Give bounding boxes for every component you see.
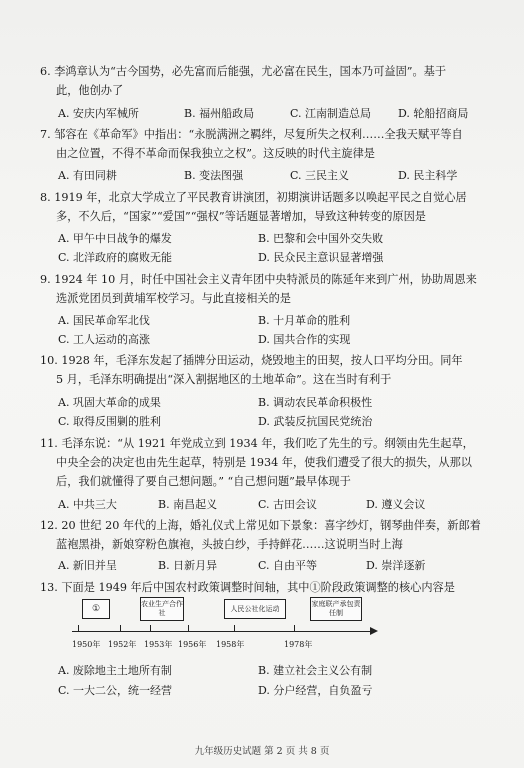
timeline-box-commune: 人民公社化运动	[224, 599, 286, 619]
question-text: 多，不久后，“国家”“爱国”“强权”等话题显著增加，导致这种转变的原因是	[56, 210, 426, 223]
option-c[interactable]: C. 三民主义	[290, 169, 350, 182]
question-text: 选派党团员到黄埔军校学习。与此直接相关的是	[56, 292, 291, 305]
timeline-tick	[188, 625, 189, 632]
timeline-year: 1953年	[144, 640, 173, 649]
question-text: 8. 1919 年，北京大学成立了平民教育讲演团，初期演讲话题多以唤起平民之自觉心居	[40, 191, 467, 204]
timeline-box-cooperative: 农业生产合作社	[140, 597, 184, 621]
timeline-year: 1958年	[216, 640, 245, 649]
option-b[interactable]: B. 建立社会主义公有制	[258, 664, 373, 677]
option-d[interactable]: D. 民主科学	[398, 169, 458, 182]
option-b[interactable]: B. 变法图强	[184, 169, 244, 182]
option-b[interactable]: B. 日新月异	[158, 559, 218, 572]
timeline-year: 1956年	[178, 640, 207, 649]
question-text: 9. 1924 年 10 月，时任中国社会主义青年团中央特派员的陈延年来到广州，协助周恩来	[40, 273, 477, 286]
question-text: 13. 下面是 1949 年后中国农村政策调整时间轴，其中①阶段政策调整的核心内容是	[40, 581, 455, 594]
option-a[interactable]: A. 新旧并呈	[58, 559, 117, 572]
policy-timeline	[72, 599, 382, 657]
question-text: 11. 毛泽东说：“从 1921 年党成立到 1934 年，我们吃了先生的亏。纲领由先生起草，	[40, 437, 474, 450]
option-b[interactable]: B. 福州船政局	[184, 107, 255, 120]
option-b[interactable]: B. 十月革命的胜利	[258, 314, 351, 327]
question-text: 12. 20 世纪 20 年代的上海，婚礼仪式上常见如下景象：喜字纱灯，钢琴曲伴奏，新郎着	[40, 519, 481, 532]
question-text: 6. 李鸿章认为“古今国势，必先富而后能强，尤必富在民生，国本乃可益固”。基于	[40, 65, 447, 78]
question-10	[40, 351, 500, 389]
option-c[interactable]: C. 江南制造总局	[290, 107, 372, 120]
timeline-box-responsibility: 家庭联产承包责任制	[310, 597, 362, 621]
timeline-tick	[234, 625, 235, 632]
option-c[interactable]: C. 工人运动的高涨	[58, 333, 151, 346]
option-c[interactable]: C. 一大二公，统一经营	[58, 684, 173, 697]
option-d[interactable]: D. 轮船招商局	[398, 107, 469, 120]
option-a[interactable]: A. 国民革命军北伐	[58, 314, 150, 327]
timeline-tick	[150, 625, 151, 632]
question-13	[40, 578, 500, 597]
option-c[interactable]: C. 北洋政府的腐败无能	[58, 251, 173, 264]
option-a[interactable]: A. 安庆内军械所	[58, 107, 139, 120]
option-a[interactable]: A. 甲午中日战争的爆发	[58, 232, 172, 245]
question-text: 后，我们就懂得了要自己想问题。” “自己想问题”最早体现于	[56, 475, 351, 488]
question-text: 此，他创办了	[56, 84, 124, 97]
timeline-year: 1978年	[284, 640, 313, 649]
question-11	[40, 434, 500, 491]
question-text: 7. 邹容在《革命军》中指出：“永脱满洲之羁绊，尽复所失之权利……全我天赋平等自	[40, 128, 463, 141]
question-7	[40, 125, 500, 163]
question-text: 由之位置，不得不革命而保我独立之权”。这反映的时代主旋律是	[56, 147, 375, 160]
option-b[interactable]: B. 南昌起义	[158, 498, 218, 511]
option-c[interactable]: C. 自由平等	[258, 559, 318, 572]
question-text: 5 月，毛泽东明确提出“深入割据地区的土地革命”。这在当时有利于	[56, 373, 392, 386]
question-text: 中央全会的决定也由先生起草，特别是 1934 年，使我们遭受了很大的损失，从那以	[56, 456, 472, 469]
page-footer: 九年级历史试题 第 2 页 共 8 页	[194, 746, 330, 757]
timeline-tick	[120, 625, 121, 632]
timeline-tick	[294, 625, 295, 632]
question-6	[40, 62, 500, 100]
arrow-right-icon	[370, 627, 378, 635]
question-9	[40, 270, 500, 308]
option-d[interactable]: D. 武装反抗国民党统治	[258, 415, 373, 428]
option-d[interactable]: D. 遵义会议	[366, 498, 426, 511]
option-d[interactable]: D. 崇洋逐新	[366, 559, 426, 572]
option-b[interactable]: B. 巴黎和会中国外交失败	[258, 232, 384, 245]
question-text: 10. 1928 年，毛泽东发起了插牌分田运动，烧毁地主的田契，按人口平均分田。同年	[40, 354, 463, 367]
option-c[interactable]: C. 取得反围剿的胜利	[58, 415, 162, 428]
option-d[interactable]: D. 民众民主意识显著增强	[258, 251, 384, 264]
question-8	[40, 188, 500, 226]
timeline-year: 1950年	[72, 640, 101, 649]
question-12	[40, 516, 500, 554]
timeline-year: 1952年	[108, 640, 137, 649]
option-c[interactable]: C. 古田会议	[258, 498, 318, 511]
timeline-tick	[78, 625, 79, 632]
option-a[interactable]: A. 中共三大	[58, 498, 117, 511]
option-a[interactable]: A. 巩固大革命的成果	[58, 396, 161, 409]
option-a[interactable]: A. 废除地主土地所有制	[58, 664, 172, 677]
timeline-axis	[72, 631, 372, 632]
option-a[interactable]: A. 有田同耕	[58, 169, 117, 182]
question-text: 蓝袍黑褂，新娘穿粉色旗袍，头披白纱，手持鲜花……这说明当时上海	[56, 538, 403, 551]
option-d[interactable]: D. 分户经营，自负盈亏	[258, 684, 373, 697]
timeline-box-stage-1: ①	[82, 599, 110, 619]
option-b[interactable]: B. 调动农民革命积极性	[258, 396, 373, 409]
option-d[interactable]: D. 国共合作的实现	[258, 333, 351, 346]
